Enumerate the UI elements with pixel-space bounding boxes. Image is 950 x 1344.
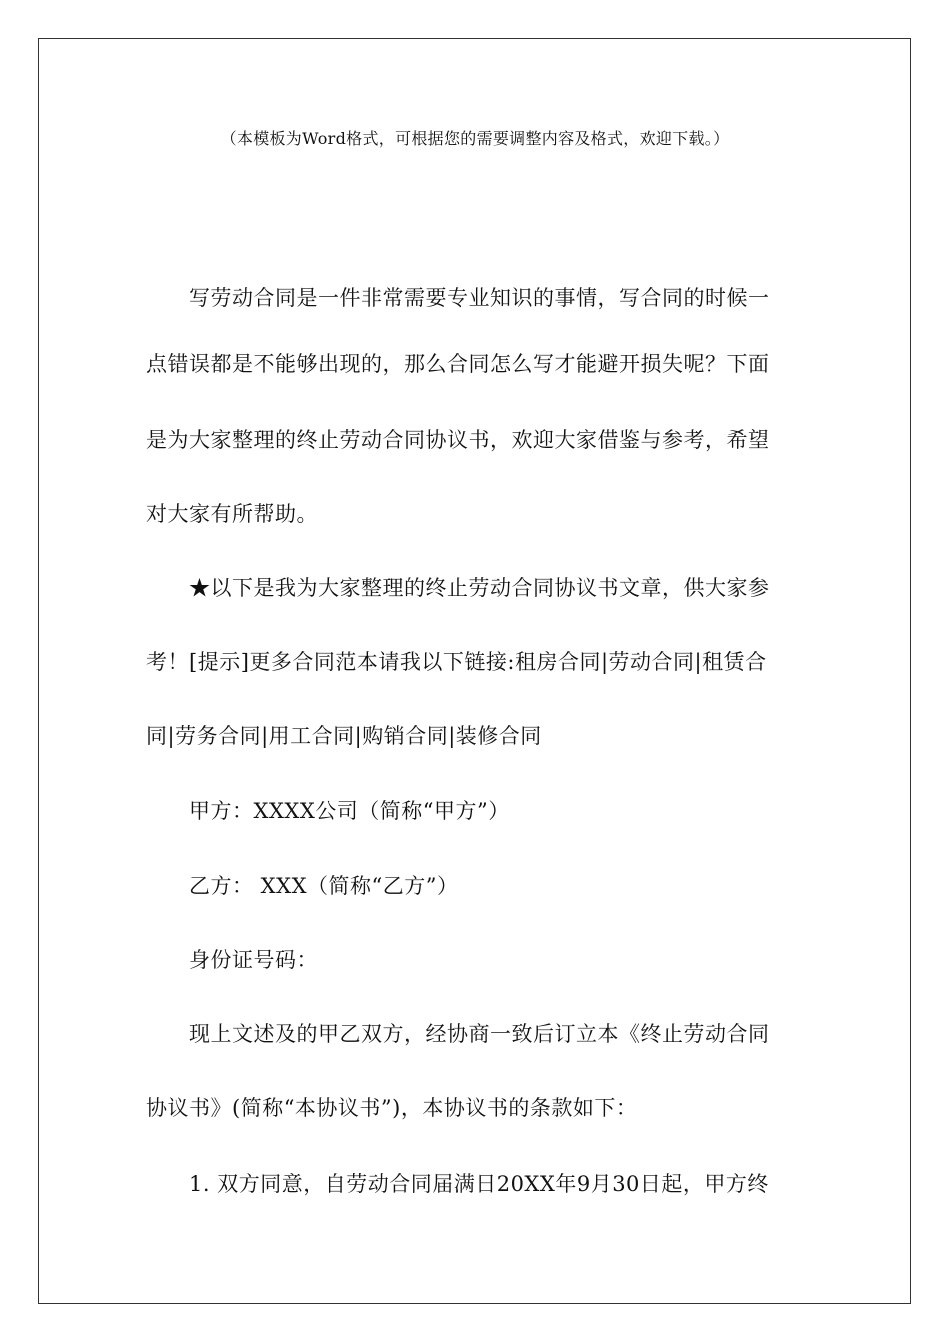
paragraph-intro-line: 对大家有所帮助。 <box>146 502 318 526</box>
paragraph-tip-line: ★以下是我为大家整理的终止劳动合同协议书文章，供大家参 <box>189 576 770 600</box>
paragraph-tip-line: 同|劳务合同|用工合同|购销合同|装修合同 <box>146 724 542 748</box>
paragraph-intro-line: 是为大家整理的终止劳动合同协议书，欢迎大家借鉴与参考，希望 <box>146 428 770 452</box>
party-b-line: 乙方： XXX（简称“乙方”） <box>189 874 459 898</box>
paragraph-intro-line: 写劳动合同是一件非常需要专业知识的事情，写合同的时候一 <box>189 286 770 310</box>
party-a-line: 甲方：XXXX公司（简称“甲方”） <box>189 799 510 823</box>
paragraph-intro-line: 点错误都是不能够出现的，那么合同怎么写才能避开损失呢？下面 <box>146 352 770 376</box>
template-note: （本模板为Word格式，可根据您的需要调整内容及格式，欢迎下载。） <box>220 129 730 148</box>
agreement-intro-line: 协议书》(简称“本协议书”)，本协议书的条款如下： <box>146 1096 638 1120</box>
agreement-intro-line: 现上文述及的甲乙双方，经协商一致后订立本《终止劳动合同 <box>189 1022 770 1046</box>
paragraph-tip-line: 考！[提示]更多合同范本请我以下链接:租房合同|劳动合同|租赁合 <box>146 650 767 674</box>
clause-1-line: 1. 双方同意，自劳动合同届满日20XX年9月30日起，甲方终 <box>189 1172 769 1196</box>
id-number-line: 身份证号码： <box>189 948 318 972</box>
